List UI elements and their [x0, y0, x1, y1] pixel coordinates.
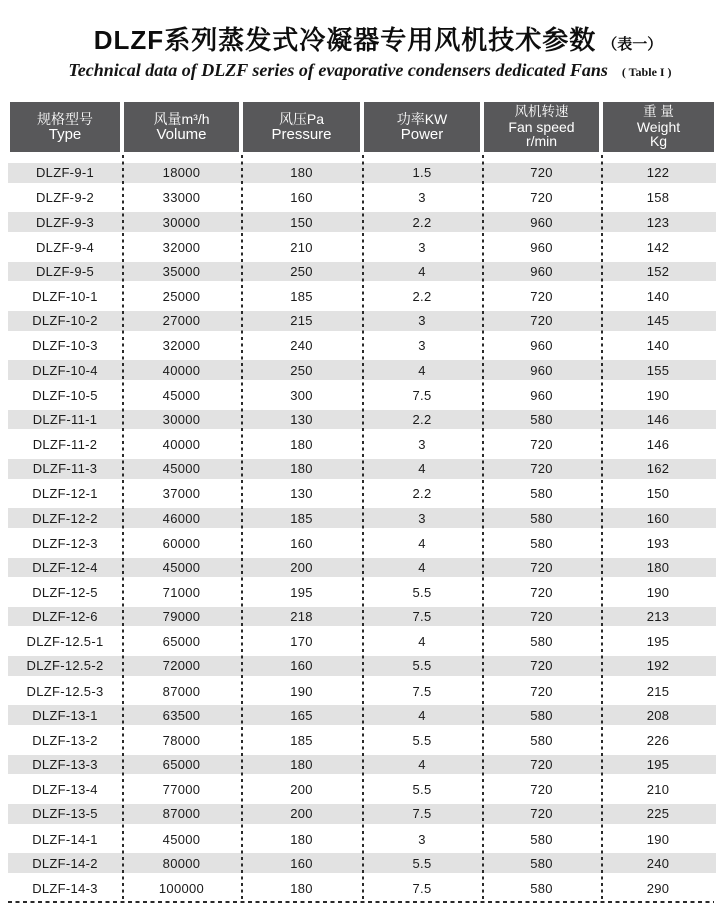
cell-weight: 158: [646, 190, 670, 206]
cell-type: DLZF-12-2: [32, 510, 98, 526]
column-header-label-en: Pressure: [271, 126, 332, 143]
cell-weight: 146: [646, 411, 670, 427]
cell-weight: 145: [646, 313, 670, 329]
cell-power: 3: [418, 338, 426, 354]
cell-type: DLZF-9-5: [35, 263, 95, 279]
table-bottom-dashed-line: [8, 901, 714, 903]
page-title: DLZF系列蒸发式冷凝器专用风机技术参数: [93, 25, 597, 55]
column-header-label-zh: 重 量: [643, 104, 674, 120]
cell-volume: 71000: [162, 584, 201, 600]
cell-volume: 45000: [162, 831, 201, 847]
cell-power: 3: [418, 190, 426, 206]
cell-type: DLZF-10-5: [32, 387, 98, 403]
cell-volume: 27000: [162, 313, 201, 329]
column-header-label-en: Type: [48, 126, 82, 143]
cell-power: 5.5: [412, 855, 432, 871]
cell-volume: 87000: [162, 806, 201, 822]
cell-volume: 25000: [162, 289, 201, 305]
cell-volume: 37000: [162, 486, 201, 502]
cell-type: DLZF-11-1: [32, 411, 98, 427]
cell-weight: 290: [646, 880, 670, 896]
cell-weight: 215: [646, 683, 670, 699]
cell-pressure: 150: [290, 214, 313, 230]
cell-speed: 580: [530, 880, 553, 896]
cell-power: 3: [418, 313, 426, 329]
cell-type: DLZF-9-3: [35, 214, 95, 230]
cell-volume: 32000: [162, 338, 201, 354]
cell-speed: 720: [530, 289, 553, 305]
cell-speed: 720: [530, 461, 553, 477]
cell-power: 5.5: [412, 658, 432, 674]
cell-speed: 720: [530, 437, 553, 453]
cell-speed: 960: [530, 239, 553, 255]
cell-weight: 193: [646, 535, 670, 551]
cell-speed: 720: [530, 165, 553, 181]
cell-speed: 720: [530, 559, 553, 575]
cell-power: 4: [418, 707, 426, 723]
cell-volume: 35000: [162, 263, 201, 279]
cell-type: DLZF-9-1: [35, 165, 95, 181]
column-header-label-en: Power: [400, 126, 444, 143]
cell-power: 2.2: [412, 289, 432, 305]
column-header-volume: [124, 102, 239, 152]
cell-pressure: 210: [290, 239, 313, 255]
cell-type: DLZF-12-3: [32, 535, 98, 551]
cell-volume: 45000: [162, 387, 201, 403]
table-body: [8, 161, 716, 903]
cell-type: DLZF-12-1: [32, 486, 98, 502]
cell-weight: 208: [646, 707, 670, 723]
cell-type: DLZF-13-1: [32, 707, 98, 723]
cell-type: DLZF-9-4: [35, 239, 95, 255]
cell-speed: 720: [530, 806, 553, 822]
cell-weight: 146: [646, 437, 670, 453]
cell-power: 3: [418, 239, 426, 255]
cell-weight: 190: [646, 387, 670, 403]
cell-volume: 79000: [162, 609, 201, 625]
cell-power: 4: [418, 634, 426, 650]
cell-pressure: 195: [290, 584, 313, 600]
cell-power: 4: [418, 757, 426, 773]
cell-speed: 960: [530, 214, 553, 230]
cell-type: DLZF-12-4: [32, 559, 98, 575]
cell-weight: 150: [646, 486, 670, 502]
cell-power: 4: [418, 461, 426, 477]
column-header-label-en: Volume: [156, 126, 207, 143]
cell-speed: 580: [530, 732, 553, 748]
column-header-pressure: [243, 102, 360, 152]
cell-type: DLZF-13-3: [32, 757, 98, 773]
cell-power: 4: [418, 263, 426, 279]
column-header-type: [10, 102, 120, 152]
cell-power: 7.5: [412, 609, 432, 625]
cell-volume: 45000: [162, 559, 201, 575]
cell-volume: 60000: [162, 535, 201, 551]
cell-volume: 63500: [162, 707, 201, 723]
cell-pressure: 160: [290, 855, 313, 871]
column-separator-dashed-line: [601, 155, 603, 903]
cell-weight: 190: [646, 831, 670, 847]
cell-speed: 960: [530, 338, 553, 354]
cell-power: 4: [418, 559, 426, 575]
column-header-weight: [603, 102, 714, 152]
cell-volume: 87000: [162, 683, 201, 699]
cell-type: DLZF-9-2: [35, 190, 95, 206]
cell-volume: 30000: [162, 411, 201, 427]
cell-weight: 122: [646, 165, 670, 181]
cell-pressure: 160: [290, 190, 313, 206]
cell-power: 2.2: [412, 214, 432, 230]
cell-weight: 140: [646, 289, 670, 305]
cell-speed: 580: [530, 510, 553, 526]
cell-speed: 720: [530, 609, 553, 625]
cell-type: DLZF-14-3: [32, 880, 98, 896]
cell-type: DLZF-12.5-1: [26, 634, 104, 650]
cell-volume: 18000: [162, 165, 201, 181]
subtitle-block: [10, 60, 720, 81]
cell-speed: 720: [530, 782, 553, 798]
cell-type: DLZF-14-1: [32, 831, 98, 847]
cell-pressure: 180: [290, 831, 313, 847]
cell-type: DLZF-13-5: [32, 806, 98, 822]
cell-type: DLZF-12-6: [32, 609, 98, 625]
cell-weight: 123: [646, 214, 670, 230]
cell-weight: 160: [646, 510, 670, 526]
cell-pressure: 180: [290, 757, 313, 773]
cell-speed: 720: [530, 313, 553, 329]
column-separator-dashed-line: [362, 155, 364, 903]
cell-pressure: 185: [290, 510, 313, 526]
cell-volume: 78000: [162, 732, 201, 748]
cell-speed: 720: [530, 190, 553, 206]
cell-type: DLZF-12.5-3: [26, 683, 104, 699]
cell-power: 4: [418, 535, 426, 551]
cell-volume: 77000: [162, 782, 201, 798]
page-subtitle: Technical data of DLZF series of evaporative condensers dedicated Fans: [68, 60, 608, 80]
cell-pressure: 160: [290, 535, 313, 551]
cell-power: 3: [418, 437, 426, 453]
cell-volume: 32000: [162, 239, 201, 255]
column-separator-dashed-line: [122, 155, 124, 903]
cell-speed: 580: [530, 411, 553, 427]
cell-power: 1.5: [412, 165, 432, 181]
column-header-speed: [484, 102, 599, 152]
cell-power: 3: [418, 831, 426, 847]
cell-power: 4: [418, 362, 426, 378]
cell-volume: 65000: [162, 634, 201, 650]
cell-pressure: 240: [290, 338, 313, 354]
cell-speed: 960: [530, 387, 553, 403]
cell-power: 7.5: [412, 806, 432, 822]
cell-volume: 30000: [162, 214, 201, 230]
cell-pressure: 250: [290, 263, 313, 279]
column-header-label-en: Fan speed: [508, 118, 575, 135]
column-separator-dashed-line: [241, 155, 243, 903]
cell-weight: 210: [646, 782, 670, 798]
document-page: [0, 20, 720, 924]
table-number-en: ( Table I ): [621, 65, 672, 79]
cell-pressure: 180: [290, 437, 313, 453]
cell-volume: 100000: [158, 880, 205, 896]
cell-volume: 33000: [162, 190, 201, 206]
cell-type: DLZF-14-2: [32, 855, 98, 871]
cell-power: 7.5: [412, 683, 432, 699]
fan-parameters-table: [8, 102, 716, 903]
cell-type: DLZF-10-2: [32, 313, 98, 329]
cell-weight: 226: [646, 732, 670, 748]
cell-weight: 240: [646, 855, 670, 871]
cell-volume: 40000: [162, 362, 201, 378]
column-header-label-zh: 风压Pa: [278, 111, 325, 127]
cell-power: 7.5: [412, 387, 432, 403]
cell-type: DLZF-10-3: [32, 338, 98, 354]
cell-volume: 65000: [162, 757, 201, 773]
cell-pressure: 185: [290, 732, 313, 748]
cell-weight: 192: [646, 658, 670, 674]
column-header-label-zh: 规格型号: [37, 111, 93, 127]
cell-speed: 720: [530, 757, 553, 773]
column-header-label-zh: 风机转速: [514, 104, 569, 120]
cell-volume: 80000: [162, 855, 201, 871]
cell-speed: 720: [530, 658, 553, 674]
cell-pressure: 160: [290, 658, 313, 674]
cell-weight: 155: [646, 362, 670, 378]
cell-power: 2.2: [412, 486, 432, 502]
column-header-power: [364, 102, 480, 152]
cell-pressure: 300: [290, 387, 313, 403]
column-header-unit: r/min: [525, 133, 558, 150]
cell-type: DLZF-11-2: [32, 437, 98, 453]
cell-weight: 152: [646, 263, 670, 279]
column-header-label-en: Weight: [636, 118, 681, 135]
cell-power: 5.5: [412, 732, 432, 748]
cell-weight: 190: [646, 584, 670, 600]
cell-weight: 225: [646, 806, 670, 822]
cell-weight: 142: [646, 239, 670, 255]
cell-pressure: 218: [290, 609, 313, 625]
cell-type: DLZF-10-4: [32, 362, 98, 378]
cell-speed: 580: [530, 634, 553, 650]
cell-speed: 580: [530, 707, 553, 723]
cell-pressure: 215: [290, 313, 313, 329]
cell-type: DLZF-12-5: [32, 584, 98, 600]
cell-type: DLZF-12.5-2: [26, 658, 104, 674]
cell-type: DLZF-13-4: [32, 782, 98, 798]
cell-pressure: 180: [290, 880, 313, 896]
cell-weight: 180: [646, 559, 670, 575]
cell-power: 3: [418, 510, 426, 526]
cell-weight: 213: [646, 609, 670, 625]
cell-type: DLZF-10-1: [32, 289, 98, 305]
column-header-label-zh: 风量m³/h: [153, 111, 210, 127]
cell-speed: 580: [530, 535, 553, 551]
cell-pressure: 200: [290, 559, 313, 575]
cell-power: 2.2: [412, 411, 432, 427]
column-header-unit: Kg: [649, 133, 668, 150]
cell-weight: 195: [646, 634, 670, 650]
cell-volume: 40000: [162, 437, 201, 453]
title-block: [18, 20, 720, 57]
cell-pressure: 170: [290, 634, 313, 650]
cell-pressure: 180: [290, 461, 313, 477]
cell-weight: 162: [646, 461, 670, 477]
cell-speed: 960: [530, 362, 553, 378]
cell-pressure: 130: [290, 411, 313, 427]
cell-pressure: 250: [290, 362, 313, 378]
cell-speed: 720: [530, 584, 553, 600]
cell-pressure: 190: [290, 683, 313, 699]
cell-volume: 46000: [162, 510, 201, 526]
cell-weight: 195: [646, 757, 670, 773]
cell-pressure: 180: [290, 165, 313, 181]
cell-pressure: 200: [290, 806, 313, 822]
cell-speed: 960: [530, 263, 553, 279]
table-header-row: [8, 102, 716, 152]
cell-volume: 45000: [162, 461, 201, 477]
cell-volume: 72000: [162, 658, 201, 674]
cell-power: 7.5: [412, 880, 432, 896]
cell-pressure: 165: [290, 707, 313, 723]
cell-type: DLZF-11-3: [32, 461, 98, 477]
column-header-label-zh: 功率KW: [396, 111, 448, 127]
cell-pressure: 185: [290, 289, 313, 305]
cell-speed: 580: [530, 486, 553, 502]
cell-speed: 720: [530, 683, 553, 699]
table-number-zh: （表一）: [602, 36, 663, 53]
cell-pressure: 200: [290, 782, 313, 798]
cell-speed: 580: [530, 831, 553, 847]
cell-type: DLZF-13-2: [32, 732, 98, 748]
column-separator-dashed-line: [482, 155, 484, 903]
cell-power: 5.5: [412, 782, 432, 798]
cell-speed: 580: [530, 855, 553, 871]
cell-pressure: 130: [290, 486, 313, 502]
cell-power: 5.5: [412, 584, 432, 600]
cell-weight: 140: [646, 338, 670, 354]
